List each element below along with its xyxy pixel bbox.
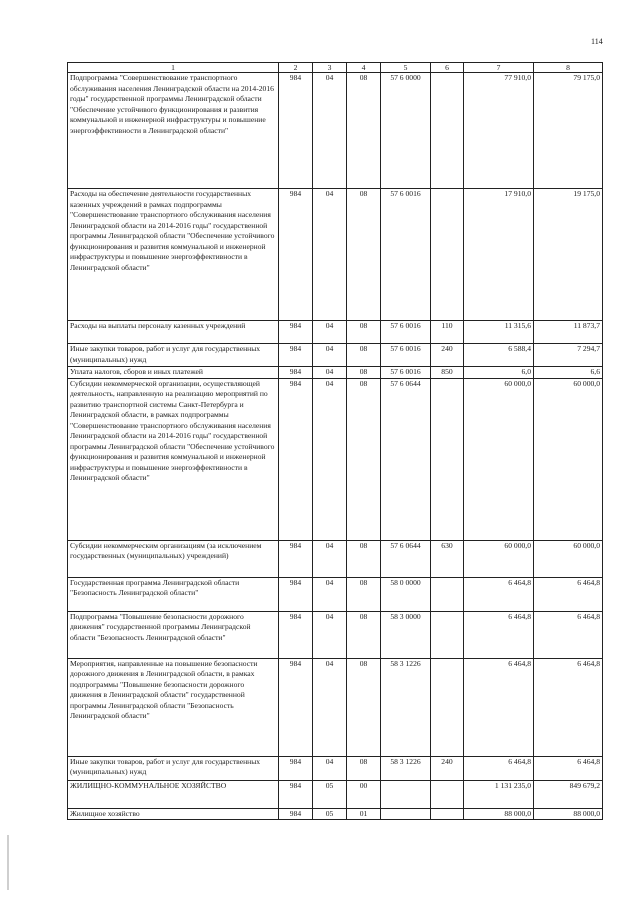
amount-cell-col8: 11 873,7 xyxy=(534,321,603,344)
subsection-cell: 08 xyxy=(347,73,381,189)
amount-cell-col8: 6 464,8 xyxy=(534,577,603,611)
table-row xyxy=(68,378,603,540)
target-article-cell: 57 6 0644 xyxy=(381,540,431,577)
amount-cell-col7: 60 000,0 xyxy=(464,378,534,540)
table-row xyxy=(68,540,603,577)
row-description: Расходы на обеспечение деятельности государственных казенных учреждений в рамках подпрограммы "Совершенствование транспортного обслуживания населения Ленинградской области на 2014-2016 годы" государственной программы Ленинградской области "Обеспечение устойчивого функционирования и развития коммунальной и инженерной инфраструктуры и повышение энергоэффективности в Ленинградской области" xyxy=(68,189,279,321)
admin-code-cell: 984 xyxy=(279,344,313,367)
admin-code-cell: 984 xyxy=(279,540,313,577)
expense-type-cell xyxy=(431,378,464,540)
col-header-5: 5 xyxy=(381,63,431,73)
amount-cell-col8: 88 000,0 xyxy=(534,808,603,820)
amount-cell-col8: 849 679,2 xyxy=(534,780,603,808)
row-description: Иные закупки товаров, работ и услуг для государственных (муниципальных) нужд xyxy=(68,344,279,367)
table-row xyxy=(68,780,603,808)
section-cell: 04 xyxy=(313,344,347,367)
amount-cell-col8: 6 464,8 xyxy=(534,611,603,658)
amount-cell-col7: 60 000,0 xyxy=(464,540,534,577)
target-article-cell: 58 0 0000 xyxy=(381,577,431,611)
admin-code-cell: 984 xyxy=(279,73,313,189)
expense-type-cell: 240 xyxy=(431,344,464,367)
col-header-6: 6 xyxy=(431,63,464,73)
amount-cell-col7: 6 588,4 xyxy=(464,344,534,367)
row-description: Уплата налогов, сборов и иных платежей xyxy=(68,367,279,379)
subsection-cell: 08 xyxy=(347,321,381,344)
admin-code-cell: 984 xyxy=(279,756,313,780)
target-article-cell: 57 6 0644 xyxy=(381,378,431,540)
admin-code-cell: 984 xyxy=(279,658,313,756)
target-article-cell xyxy=(381,780,431,808)
section-cell: 04 xyxy=(313,611,347,658)
expense-type-cell: 240 xyxy=(431,756,464,780)
expense-type-cell: 110 xyxy=(431,321,464,344)
amount-cell-col7: 6 464,8 xyxy=(464,611,534,658)
section-cell: 04 xyxy=(313,73,347,189)
section-cell: 04 xyxy=(313,189,347,321)
admin-code-cell: 984 xyxy=(279,321,313,344)
expense-type-cell xyxy=(431,808,464,820)
amount-cell-col8: 7 294,7 xyxy=(534,344,603,367)
row-description: Субсидии некоммерческим организациям (за исключением государственных (муниципальных) учреждений) xyxy=(68,540,279,577)
admin-code-cell: 984 xyxy=(279,367,313,379)
section-cell: 05 xyxy=(313,780,347,808)
subsection-cell: 08 xyxy=(347,344,381,367)
admin-code-cell: 984 xyxy=(279,189,313,321)
target-article-cell: 57 6 0016 xyxy=(381,189,431,321)
row-description: Подпрограмма "Совершенствование транспортного обслуживания населения Ленинградской области на 2014-2016 годы" государственной программы Ленинградской области "Обеспечение устойчивого функционирования и развития коммунальной и инженерной инфраструктуры и повышение энергоэффективности в Ленинградской области" xyxy=(68,73,279,189)
row-description: ЖИЛИЩНО-КОММУНАЛЬНОЕ ХОЗЯЙСТВО xyxy=(68,780,279,808)
budget-table xyxy=(67,62,603,820)
amount-cell-col7: 77 910,0 xyxy=(464,73,534,189)
row-description: Жилищное хозяйство xyxy=(68,808,279,820)
target-article-cell: 57 6 0016 xyxy=(381,367,431,379)
table-row xyxy=(68,321,603,344)
expense-type-cell xyxy=(431,780,464,808)
table-row xyxy=(68,189,603,321)
amount-cell-col8: 60 000,0 xyxy=(534,540,603,577)
subsection-cell: 08 xyxy=(347,189,381,321)
section-cell: 04 xyxy=(313,540,347,577)
col-header-7: 7 xyxy=(464,63,534,73)
section-cell: 04 xyxy=(313,378,347,540)
amount-cell-col8: 6,6 xyxy=(534,367,603,379)
col-header-4: 4 xyxy=(347,63,381,73)
row-description: Подпрограмма "Повышение безопасности дорожного движения" государственной программы Ленинградской области "Безопасность Ленинградской области" xyxy=(68,611,279,658)
col-header-3: 3 xyxy=(313,63,347,73)
table-row xyxy=(68,808,603,820)
table-row xyxy=(68,73,603,189)
table-row xyxy=(68,577,603,611)
section-cell: 04 xyxy=(313,756,347,780)
table-row xyxy=(68,611,603,658)
col-header-8: 8 xyxy=(534,63,603,73)
target-article-cell: 57 6 0000 xyxy=(381,73,431,189)
amount-cell-col7: 6 464,8 xyxy=(464,577,534,611)
subsection-cell: 08 xyxy=(347,756,381,780)
amount-cell-col8: 19 175,0 xyxy=(534,189,603,321)
amount-cell-col7: 11 315,6 xyxy=(464,321,534,344)
expense-type-cell: 850 xyxy=(431,367,464,379)
section-cell: 04 xyxy=(313,658,347,756)
table-row xyxy=(68,658,603,756)
target-article-cell xyxy=(381,808,431,820)
section-cell: 05 xyxy=(313,808,347,820)
target-article-cell: 58 3 1226 xyxy=(381,658,431,756)
section-cell: 04 xyxy=(313,367,347,379)
page-number: 114 xyxy=(591,37,603,46)
amount-cell-col7: 1 131 235,0 xyxy=(464,780,534,808)
amount-cell-col8: 60 000,0 xyxy=(534,378,603,540)
expense-type-cell xyxy=(431,73,464,189)
table-row xyxy=(68,367,603,379)
subsection-cell: 08 xyxy=(347,540,381,577)
subsection-cell: 08 xyxy=(347,611,381,658)
row-description: Субсидии некоммерческой организации, осуществляющей деятельность, направленную на реализацию мероприятий по развитию транспортной системы Санкт-Петербурга и Ленинградской области, в рамках подпрограммы "Совершенствование транспортного обслуживания населения Ленинградской области на 2014-2016 годы" государственной программы Ленинградской области "Обеспечение устойчивого функционирования и развития коммунальной и инженерной инфраструктуры и повышение энергоэффективности в Ленинградской области" xyxy=(68,378,279,540)
target-article-cell: 58 3 1226 xyxy=(381,756,431,780)
subsection-cell: 08 xyxy=(347,367,381,379)
table-row xyxy=(68,756,603,780)
col-header-2: 2 xyxy=(279,63,313,73)
amount-cell-col8: 6 464,8 xyxy=(534,658,603,756)
amount-cell-col8: 79 175,0 xyxy=(534,73,603,189)
amount-cell-col7: 6 464,8 xyxy=(464,756,534,780)
amount-cell-col7: 6,0 xyxy=(464,367,534,379)
expense-type-cell xyxy=(431,611,464,658)
expense-type-cell xyxy=(431,577,464,611)
admin-code-cell: 984 xyxy=(279,378,313,540)
target-article-cell: 57 6 0016 xyxy=(381,344,431,367)
section-cell: 04 xyxy=(313,577,347,611)
col-header-1: 1 xyxy=(68,63,279,73)
scan-edge-mark xyxy=(7,835,9,890)
admin-code-cell: 984 xyxy=(279,808,313,820)
row-description: Иные закупки товаров, работ и услуг для государственных (муниципальных) нужд xyxy=(68,756,279,780)
subsection-cell: 08 xyxy=(347,378,381,540)
subsection-cell: 08 xyxy=(347,577,381,611)
amount-cell-col7: 6 464,8 xyxy=(464,658,534,756)
table-row xyxy=(68,344,603,367)
header-row xyxy=(68,63,603,73)
amount-cell-col7: 17 910,0 xyxy=(464,189,534,321)
section-cell: 04 xyxy=(313,321,347,344)
row-description: Мероприятия, направленные на повышение безопасности дорожного движения в Ленинградской области, в рамках подпрограммы "Повышение безопасности дорожного движения в Ленинградской области" государственной программы Ленинградской области "Безопасность Ленинградской области" xyxy=(68,658,279,756)
expense-type-cell xyxy=(431,658,464,756)
subsection-cell: 00 xyxy=(347,780,381,808)
admin-code-cell: 984 xyxy=(279,780,313,808)
admin-code-cell: 984 xyxy=(279,611,313,658)
amount-cell-col7: 88 000,0 xyxy=(464,808,534,820)
admin-code-cell: 984 xyxy=(279,577,313,611)
row-description: Государственная программа Ленинградской области "Безопасность Ленинградской области" xyxy=(68,577,279,611)
subsection-cell: 01 xyxy=(347,808,381,820)
target-article-cell: 57 6 0016 xyxy=(381,321,431,344)
target-article-cell: 58 3 0000 xyxy=(381,611,431,658)
row-description: Расходы на выплаты персоналу казенных учреждений xyxy=(68,321,279,344)
expense-type-cell xyxy=(431,189,464,321)
amount-cell-col8: 6 464,8 xyxy=(534,756,603,780)
subsection-cell: 08 xyxy=(347,658,381,756)
expense-type-cell: 630 xyxy=(431,540,464,577)
